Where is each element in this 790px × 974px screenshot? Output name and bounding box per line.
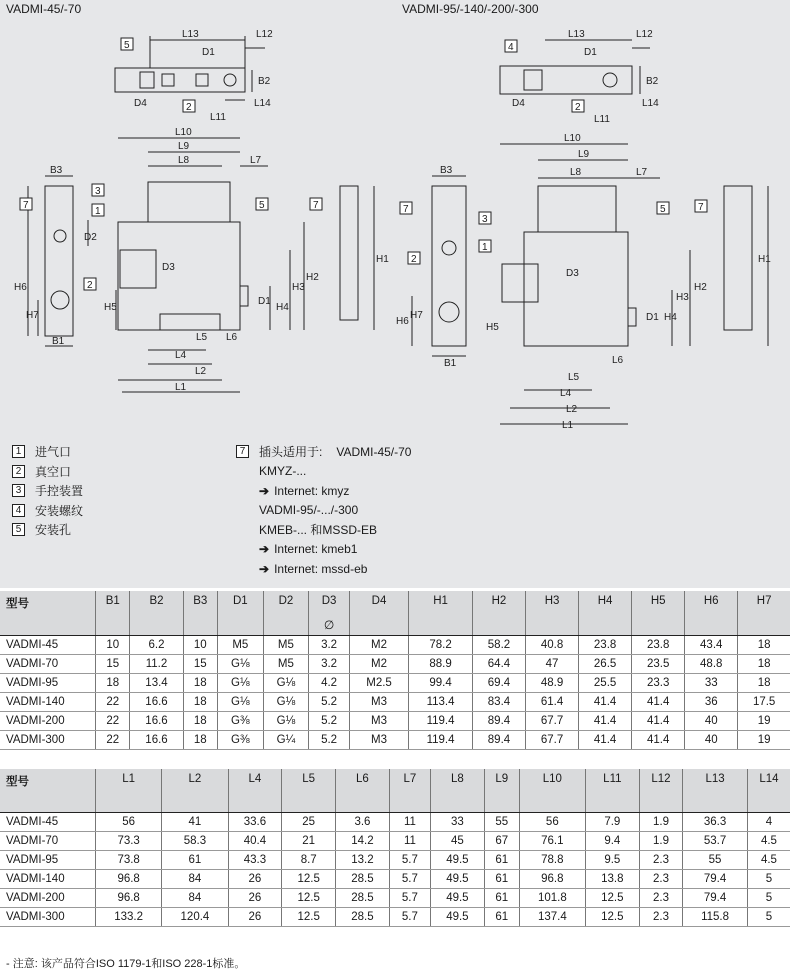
top-view-body-left <box>115 68 245 92</box>
table-cell: 96.8 <box>519 870 585 889</box>
svg-text:3: 3 <box>482 214 488 225</box>
table-cell: 133.2 <box>96 908 162 927</box>
svg-text:B3: B3 <box>50 165 63 176</box>
table-cell: 2.3 <box>639 908 683 927</box>
table-cell: 84 <box>162 889 228 908</box>
svg-text:L11: L11 <box>210 112 226 123</box>
table-cell: G⅛ <box>263 693 309 712</box>
svg-text:D1: D1 <box>646 312 659 323</box>
table-cell: 56 <box>519 813 585 832</box>
table-cell: 119.4 <box>409 712 473 731</box>
front-view-body-right <box>524 232 628 346</box>
svg-text:L12: L12 <box>636 29 653 40</box>
table-cell: 18 <box>183 731 217 750</box>
table-cell: 12.5 <box>282 889 336 908</box>
table-cell: 96.8 <box>96 870 162 889</box>
svg-text:D1: D1 <box>258 296 271 307</box>
table-row <box>0 889 790 908</box>
svg-text:D2: D2 <box>84 232 97 243</box>
table-cell: 43.3 <box>228 851 282 870</box>
svg-text:H5: H5 <box>486 322 499 333</box>
table-cell: 67.7 <box>526 712 579 731</box>
table-cell: 53.7 <box>683 832 748 851</box>
svg-text:D1: D1 <box>202 47 215 58</box>
svg-text:D4: D4 <box>134 98 147 109</box>
table-cell: 58.2 <box>472 636 525 655</box>
table-cell: 6.2 <box>130 636 183 655</box>
table-cell: 11 <box>389 813 430 832</box>
table-cell: 33.6 <box>228 813 282 832</box>
table-cell: 89.4 <box>472 731 525 750</box>
table-cell: 26 <box>228 870 282 889</box>
table-cell: 11.2 <box>130 655 183 674</box>
table-cell: 15 <box>96 655 130 674</box>
svg-text:L10: L10 <box>175 127 192 138</box>
table-cell: 22 <box>96 731 130 750</box>
svg-text:H3: H3 <box>676 292 689 303</box>
table-cell: 61 <box>162 851 228 870</box>
table-cell: 43.4 <box>685 636 738 655</box>
svg-text:L6: L6 <box>612 355 624 366</box>
table-cell: 84 <box>162 870 228 889</box>
table-cell: 119.4 <box>409 731 473 750</box>
table-cell: VADMI-200 <box>0 712 96 731</box>
table-row <box>0 655 790 674</box>
svg-text:D3: D3 <box>162 262 175 273</box>
table-row <box>0 851 790 870</box>
svg-text:B2: B2 <box>258 76 271 87</box>
table-cell: 88.9 <box>409 655 473 674</box>
table-cell: 8.7 <box>282 851 336 870</box>
table-cell: 5.7 <box>389 851 430 870</box>
svg-text:7: 7 <box>403 204 409 215</box>
table-row <box>0 731 790 750</box>
table-cell: 83.4 <box>472 693 525 712</box>
table-cell: 14.2 <box>336 832 390 851</box>
table-cell: 2.3 <box>639 851 683 870</box>
svg-text:H4: H4 <box>276 302 289 313</box>
table-cell: 5.2 <box>309 693 350 712</box>
svg-text:1: 1 <box>482 242 488 253</box>
table-cell: G¼ <box>263 731 309 750</box>
table-cell: 41.4 <box>579 712 632 731</box>
svg-text:2: 2 <box>87 280 93 291</box>
table-cell: 5.7 <box>389 870 430 889</box>
svg-text:L11: L11 <box>594 114 610 125</box>
table-cell: M2 <box>349 636 408 655</box>
table-cell: M5 <box>263 655 309 674</box>
table-cell: 22 <box>96 712 130 731</box>
table-cell: M5 <box>263 636 309 655</box>
table-cell: G⅛ <box>218 655 264 674</box>
table-cell: 2.3 <box>639 889 683 908</box>
table-cell: 12.5 <box>282 870 336 889</box>
svg-text:L1: L1 <box>562 420 574 431</box>
table-cell: 5.7 <box>389 908 430 927</box>
table-cell: 3.2 <box>309 655 350 674</box>
table-cell: 48.9 <box>526 674 579 693</box>
table-cell: 18 <box>183 674 217 693</box>
svg-text:B3: B3 <box>440 165 453 176</box>
table-cell: 40.4 <box>228 832 282 851</box>
svg-text:L14: L14 <box>254 98 271 109</box>
title-left: VADMI-45/-70 <box>6 2 82 16</box>
table-cell: 12.5 <box>585 889 639 908</box>
table-cell: 61 <box>484 908 519 927</box>
legend-item: 2 真空口 <box>12 462 83 482</box>
table-cell: 9.4 <box>585 832 639 851</box>
dimension-drawings <box>0 0 790 440</box>
table-cell: 25.5 <box>579 674 632 693</box>
table-cell: 11 <box>389 832 430 851</box>
table-row <box>0 693 790 712</box>
table-cell: VADMI-200 <box>0 889 96 908</box>
table-cell: 96.8 <box>96 889 162 908</box>
table-cell: 26.5 <box>579 655 632 674</box>
table-cell: 23.8 <box>579 636 632 655</box>
svg-text:D4: D4 <box>512 98 525 109</box>
svg-text:L12: L12 <box>256 29 273 40</box>
svg-text:B1: B1 <box>444 358 457 369</box>
table-cell: 10 <box>183 636 217 655</box>
table-cell: 26 <box>228 889 282 908</box>
title-right: VADMI-95/-140/-200/-300 <box>402 2 539 16</box>
legend-right: 7 插头适用于: VADMI-45/-70 KMYZ-... ➔ Internet: kmyz VADMI-95/-.../-300 KMEB-... 和MSSD-EB ➔ Internet: kmeb1 ➔ Internet: mssd-eb <box>236 442 411 579</box>
table-cell: 13.2 <box>336 851 390 870</box>
table-cell: 1.9 <box>639 832 683 851</box>
table-cell: 18 <box>738 674 790 693</box>
arrow-icon: ➔ <box>259 542 270 557</box>
table-cell: VADMI-95 <box>0 851 96 870</box>
top-view-body-right <box>500 66 632 94</box>
legend-item: 3 手控装置 <box>12 481 83 501</box>
table-cell: 73.3 <box>96 832 162 851</box>
svg-text:2: 2 <box>411 254 417 265</box>
dimension-table-1: 型号 B1 B2 B3 D1 D2 D3 D4 H1 H2 H3 H4 H5 H6 H7 ∅ VADMI-45 10 6.2 10 M5 M5 3.2 M2 78.2 58.2 40.8 23.8 23.8 43.4 18 VADMI-70 15 11.2 15 G⅛ M5 3.2 M2 88.9 64.4 47 26.5 23.5 48.8 18 VADMI-95 18 13.4 18 G⅛ G⅛ 4.2 M2.5 99.4 69.4 48.9 25.5 23.3 33 18 VADMI-140 22 16.6 18 G⅛ G⅛ 5.2 M3 113.4 83.4 61.4 41.4 41.4 36 17.5 VADMI-200 22 16.6 18 G⅜ G⅛ 5.2 M3 119.4 89.4 67.7 41.4 41.4 40 19 VADMI-300 22 16.6 18 G⅜ G¼ 5.2 M3 119.4 89.4 67.7 41.4 41.4 40 19 <box>0 591 790 750</box>
table-cell: 5 <box>747 889 790 908</box>
table-cell: 18 <box>183 712 217 731</box>
table-cell: 5 <box>747 870 790 889</box>
svg-text:H4: H4 <box>664 312 677 323</box>
svg-text:L8: L8 <box>178 155 190 166</box>
table-cell: M3 <box>349 693 408 712</box>
table-cell: G⅜ <box>218 731 264 750</box>
table-cell: 45 <box>431 832 485 851</box>
svg-text:H7: H7 <box>410 310 423 321</box>
table-cell: G⅛ <box>263 712 309 731</box>
table-cell: 49.5 <box>431 889 485 908</box>
table-cell: 18 <box>183 693 217 712</box>
table-cell: 5.2 <box>309 731 350 750</box>
table-cell: 3.2 <box>309 636 350 655</box>
table-cell: 64.4 <box>472 655 525 674</box>
table-cell: M3 <box>349 712 408 731</box>
table-cell: VADMI-140 <box>0 870 96 889</box>
table-cell: 78.2 <box>409 636 473 655</box>
table-cell: 48.8 <box>685 655 738 674</box>
table-cell: 9.5 <box>585 851 639 870</box>
table-cell: 113.4 <box>409 693 473 712</box>
table-cell: 28.5 <box>336 870 390 889</box>
table-cell: 78.8 <box>519 851 585 870</box>
table-cell: 89.4 <box>472 712 525 731</box>
table-cell: 4.5 <box>747 851 790 870</box>
svg-text:2: 2 <box>575 102 581 113</box>
svg-text:L4: L4 <box>560 388 572 399</box>
table-cell: 56 <box>96 813 162 832</box>
table-cell: 26 <box>228 908 282 927</box>
table-cell: 12.5 <box>585 908 639 927</box>
svg-text:7: 7 <box>698 202 704 213</box>
legend-item: 5 安装孔 <box>12 520 83 540</box>
table-cell: G⅛ <box>218 693 264 712</box>
table-cell: 3.6 <box>336 813 390 832</box>
svg-text:B1: B1 <box>52 336 65 347</box>
table-cell: 49.5 <box>431 908 485 927</box>
table-cell: 5.7 <box>389 889 430 908</box>
svg-text:7: 7 <box>313 200 319 211</box>
table-cell: 16.6 <box>130 693 183 712</box>
table-cell: 13.4 <box>130 674 183 693</box>
table-row <box>0 674 790 693</box>
table-cell: 67 <box>484 832 519 851</box>
table-cell: 41.4 <box>579 693 632 712</box>
svg-text:5: 5 <box>259 200 265 211</box>
table-cell: VADMI-70 <box>0 655 96 674</box>
table-cell: 79.4 <box>683 870 748 889</box>
table-cell: 58.3 <box>162 832 228 851</box>
svg-text:L2: L2 <box>195 366 207 377</box>
svg-text:H7: H7 <box>26 310 39 321</box>
table-cell: 41 <box>162 813 228 832</box>
table-cell: 4 <box>747 813 790 832</box>
table-row <box>0 908 790 927</box>
table-cell: M5 <box>218 636 264 655</box>
table-cell: 61 <box>484 870 519 889</box>
svg-text:H2: H2 <box>694 282 707 293</box>
table-cell: 79.4 <box>683 889 748 908</box>
right-view-body-right <box>724 186 752 330</box>
table-cell: 28.5 <box>336 889 390 908</box>
table-cell: 19 <box>738 731 790 750</box>
table-cell: 12.5 <box>282 908 336 927</box>
table-cell: 10 <box>96 636 130 655</box>
table-cell: 47 <box>526 655 579 674</box>
right-view-body-left <box>340 186 358 320</box>
dimension-table-2: 型号 L1 L2 L4 L5 L6 L7 L8 L9 L10 L11 L12 L13 L14 VADMI-45 56 41 33.6 25 3.6 11 33 55 56 7.9 1.9 36.3 4 VADMI-70 73.3 58.3 40.4 21 14.2 11 45 67 76.1 9.4 1.9 53.7 4.5 VADMI-95 73.8 61 43.3 8.7 13.2 5.7 49.5 61 78.8 9.5 2.3 55 4.5 VADMI-140 96.8 84 26 12.5 28.5 5.7 49.5 61 96.8 13.8 2.3 79.4 5 VADMI-200 96.8 84 26 12.5 28.5 5.7 49.5 61 101.8 12.5 2.3 79.4 5 VADMI-300 133.2 120.4 26 12.5 28.5 5.7 49.5 61 137.4 12.5 2.3 115.8 5 <box>0 769 790 927</box>
svg-text:5: 5 <box>660 204 666 215</box>
table-cell: G⅜ <box>218 712 264 731</box>
table-cell: 61 <box>484 889 519 908</box>
table-cell: 21 <box>282 832 336 851</box>
svg-text:H5: H5 <box>104 302 117 313</box>
table-cell: 36 <box>685 693 738 712</box>
svg-text:B2: B2 <box>646 76 659 87</box>
table-cell: 41.4 <box>632 693 685 712</box>
svg-text:H1: H1 <box>376 254 389 265</box>
table-cell: 40.8 <box>526 636 579 655</box>
table-cell: 49.5 <box>431 870 485 889</box>
table-cell: 16.6 <box>130 731 183 750</box>
footnote: - 注意: 该产品符合ISO 1179-1和ISO 228-1标准。 <box>6 958 246 970</box>
legend-item: 1 进气口 <box>12 442 83 462</box>
table-cell: 120.4 <box>162 908 228 927</box>
table-row <box>0 813 790 832</box>
svg-text:L1: L1 <box>175 382 187 393</box>
table-cell: 33 <box>431 813 485 832</box>
legend-left <box>12 442 83 540</box>
svg-text:H6: H6 <box>396 316 409 327</box>
table-cell: VADMI-300 <box>0 731 96 750</box>
svg-text:H3: H3 <box>292 282 305 293</box>
table-cell: M2.5 <box>349 674 408 693</box>
table-cell: VADMI-70 <box>0 832 96 851</box>
table-cell: VADMI-45 <box>0 813 96 832</box>
table-cell: M3 <box>349 731 408 750</box>
svg-text:D1: D1 <box>584 47 597 58</box>
table-cell: 36.3 <box>683 813 748 832</box>
table-cell: 76.1 <box>519 832 585 851</box>
table-cell: 13.8 <box>585 870 639 889</box>
table-cell: 55 <box>484 813 519 832</box>
table-cell: 137.4 <box>519 908 585 927</box>
svg-text:L14: L14 <box>642 98 659 109</box>
svg-text:L13: L13 <box>182 29 199 40</box>
svg-text:L7: L7 <box>636 167 648 178</box>
table-cell: 61 <box>484 851 519 870</box>
table-cell: 16.6 <box>130 712 183 731</box>
svg-text:L13: L13 <box>568 29 585 40</box>
table-cell: 18 <box>738 636 790 655</box>
table-cell: 23.3 <box>632 674 685 693</box>
svg-text:L5: L5 <box>568 372 580 383</box>
table-cell: 49.5 <box>431 851 485 870</box>
table-cell: 41.4 <box>632 712 685 731</box>
table-cell: G⅛ <box>263 674 309 693</box>
table-row <box>0 832 790 851</box>
svg-text:L7: L7 <box>250 155 262 166</box>
table-cell: 23.5 <box>632 655 685 674</box>
svg-text:L4: L4 <box>175 350 187 361</box>
svg-text:L6: L6 <box>226 332 238 343</box>
svg-text:2: 2 <box>186 102 192 113</box>
table-cell: 40 <box>685 712 738 731</box>
table-cell: 22 <box>96 693 130 712</box>
svg-text:4: 4 <box>508 42 514 53</box>
svg-text:L9: L9 <box>578 149 590 160</box>
table-cell: 4.5 <box>747 832 790 851</box>
table-cell: 40 <box>685 731 738 750</box>
table-cell: 23.8 <box>632 636 685 655</box>
svg-text:L2: L2 <box>566 404 578 415</box>
table-cell: VADMI-300 <box>0 908 96 927</box>
table-row <box>0 636 790 655</box>
svg-text:1: 1 <box>95 206 101 217</box>
table-cell: 4.2 <box>309 674 350 693</box>
table-cell: 41.4 <box>632 731 685 750</box>
table-cell: 99.4 <box>409 674 473 693</box>
table-cell: 2.3 <box>639 870 683 889</box>
svg-text:7: 7 <box>23 200 29 211</box>
table-cell: 1.9 <box>639 813 683 832</box>
table-cell: 73.8 <box>96 851 162 870</box>
table-cell: 19 <box>738 712 790 731</box>
table-cell: VADMI-45 <box>0 636 96 655</box>
table-cell: 18 <box>96 674 130 693</box>
arrow-icon: ➔ <box>259 483 270 498</box>
table-cell: VADMI-95 <box>0 674 96 693</box>
table-cell: 25 <box>282 813 336 832</box>
table-row <box>0 712 790 731</box>
svg-text:5: 5 <box>124 40 130 51</box>
table-cell: 55 <box>683 851 748 870</box>
table-cell: 5.2 <box>309 712 350 731</box>
svg-text:D3: D3 <box>566 268 579 279</box>
table-cell: 15 <box>183 655 217 674</box>
table-cell: G⅛ <box>218 674 264 693</box>
table-cell: 67.7 <box>526 731 579 750</box>
legend-item: 4 安装螺纹 <box>12 501 83 521</box>
table-cell: 7.9 <box>585 813 639 832</box>
svg-text:H2: H2 <box>306 272 319 283</box>
table-cell: 17.5 <box>738 693 790 712</box>
table-cell: M2 <box>349 655 408 674</box>
table-cell: 28.5 <box>336 908 390 927</box>
table-cell: 33 <box>685 674 738 693</box>
table-row <box>0 870 790 889</box>
svg-text:H6: H6 <box>14 282 27 293</box>
d3-diameter-symbol: ∅ <box>309 616 350 636</box>
table-cell: 5 <box>747 908 790 927</box>
table-cell: 101.8 <box>519 889 585 908</box>
svg-text:L8: L8 <box>570 167 582 178</box>
table-cell: 41.4 <box>579 731 632 750</box>
table-cell: VADMI-140 <box>0 693 96 712</box>
table-cell: 115.8 <box>683 908 748 927</box>
svg-text:H1: H1 <box>758 254 771 265</box>
svg-text:L5: L5 <box>196 332 208 343</box>
svg-text:3: 3 <box>95 186 101 197</box>
table-cell: 61.4 <box>526 693 579 712</box>
svg-text:L9: L9 <box>178 141 190 152</box>
table-cell: 18 <box>738 655 790 674</box>
svg-text:L10: L10 <box>564 133 581 144</box>
table-cell: 69.4 <box>472 674 525 693</box>
side-view-body-left <box>45 186 73 336</box>
arrow-icon: ➔ <box>259 561 270 576</box>
